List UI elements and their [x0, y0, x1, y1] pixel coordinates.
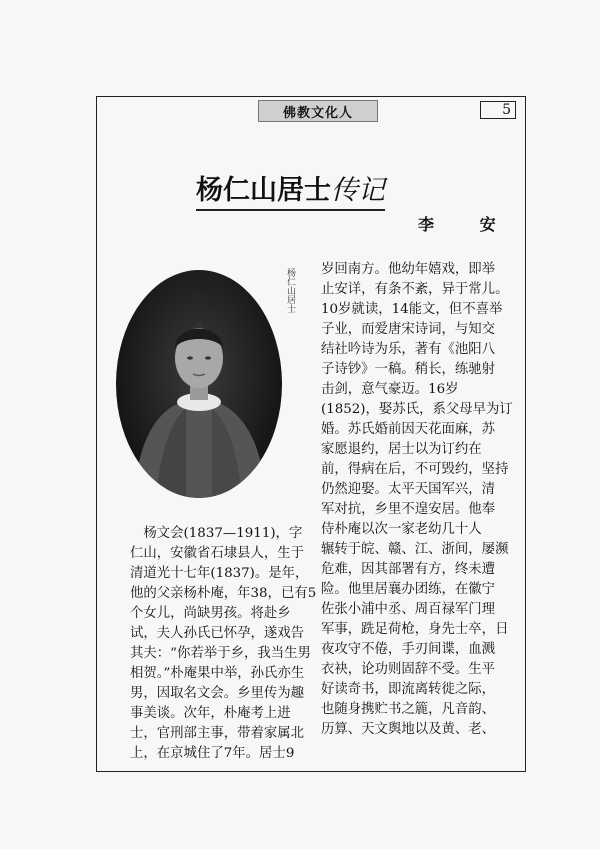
article-title-sub: 传记: [331, 175, 385, 206]
text-line: 杨文会(1837—1911)，字: [130, 526, 303, 541]
text-line: 仍然迎娶。太平天国军兴，清: [321, 482, 496, 497]
article-author: 李 安: [418, 215, 516, 234]
text-line: 军对抗，乡里不遑安居。他奉: [321, 502, 496, 517]
text-line: 其夫：“你若举于乡，我当生男: [130, 646, 311, 661]
text-line: 前，得病在后，不可毁约，坚持: [321, 462, 509, 477]
text-line: 子业，而爱唐宋诗词，与知交: [321, 322, 496, 337]
text-line: 结社吟诗为乐，著有《池阳八: [321, 342, 496, 357]
text-line: 10岁就读，14能文，但不喜举: [321, 302, 503, 317]
text-column-right: [321, 260, 517, 740]
text-line: 击剑，意气豪迈。16岁: [321, 382, 459, 397]
text-line: 军事，跣足荷枪，身先士卒，日: [321, 622, 509, 637]
text-line: 事美谈。次年，朴庵考上进: [130, 706, 291, 721]
text-line: 历算、天文舆地以及黄、老、: [321, 722, 496, 737]
photo-caption: 杨仁山居士: [285, 268, 295, 313]
text-line: 危难，因其部署有方，终未遭: [321, 562, 496, 577]
text-line: 子诗钞》一稿。稍长，练驰射: [321, 362, 496, 377]
text-line: 家愿退约，居士以为订约在: [321, 442, 482, 457]
portrait-photo: [116, 270, 282, 498]
text-line: 个女儿，尚缺男孩。将赴乡: [130, 606, 291, 621]
text-line: (1852)，娶苏氏，系父母早为订: [321, 402, 513, 417]
text-line: 侍朴庵以次一家老幼几十人: [321, 522, 482, 537]
text-line: 上，在京城住了7年。居士9: [130, 746, 295, 761]
text-line: 止安详，有条不紊，异于常儿。: [321, 282, 509, 297]
text-line: 清道光十七年(1837)。是年，: [130, 566, 309, 581]
article-title-main: 杨仁山居士: [196, 175, 331, 206]
text-line: 险。他里居襄办团练，在徽宁: [321, 582, 496, 597]
text-line: 男，因取名文会。乡里传为趣: [130, 686, 305, 701]
page-number: 5: [480, 101, 516, 119]
text-line: 仁山，安徽省石埭县人，生于: [130, 546, 305, 561]
article-title: [196, 168, 385, 211]
text-line: 士，官刑部主事，带着家属北: [130, 726, 305, 741]
text-line: 也随身携贮书之簏，凡音韵、: [321, 702, 496, 717]
text-line: 岁回南方。他幼年嬉戏，即举: [321, 262, 496, 277]
text-line: 试，夫人孙氏已怀孕，遂戏告: [130, 626, 305, 641]
text-line: 佐张小浦中丞、周百禄军门理: [321, 602, 496, 617]
text-line: 夜攻守不倦，手刃间谍，血溅: [321, 642, 496, 657]
section-title-tab: 佛教文化人: [258, 100, 378, 122]
text-line: 辗转于皖、赣、江、浙间，屡濒: [321, 542, 509, 557]
text-line: 婚。苏氏婚前因天花面麻，苏: [321, 422, 496, 437]
text-line: 好读奇书，即流离转徙之际，: [321, 682, 496, 697]
text-line: 相贺。”朴庵果中举，孙氏亦生: [130, 666, 305, 681]
text-line: 衣袂，论功则固辞不受。生平: [321, 662, 496, 677]
text-column-left: [130, 524, 317, 764]
text-line: 他的父亲杨朴庵，年38，已有5: [130, 586, 317, 601]
